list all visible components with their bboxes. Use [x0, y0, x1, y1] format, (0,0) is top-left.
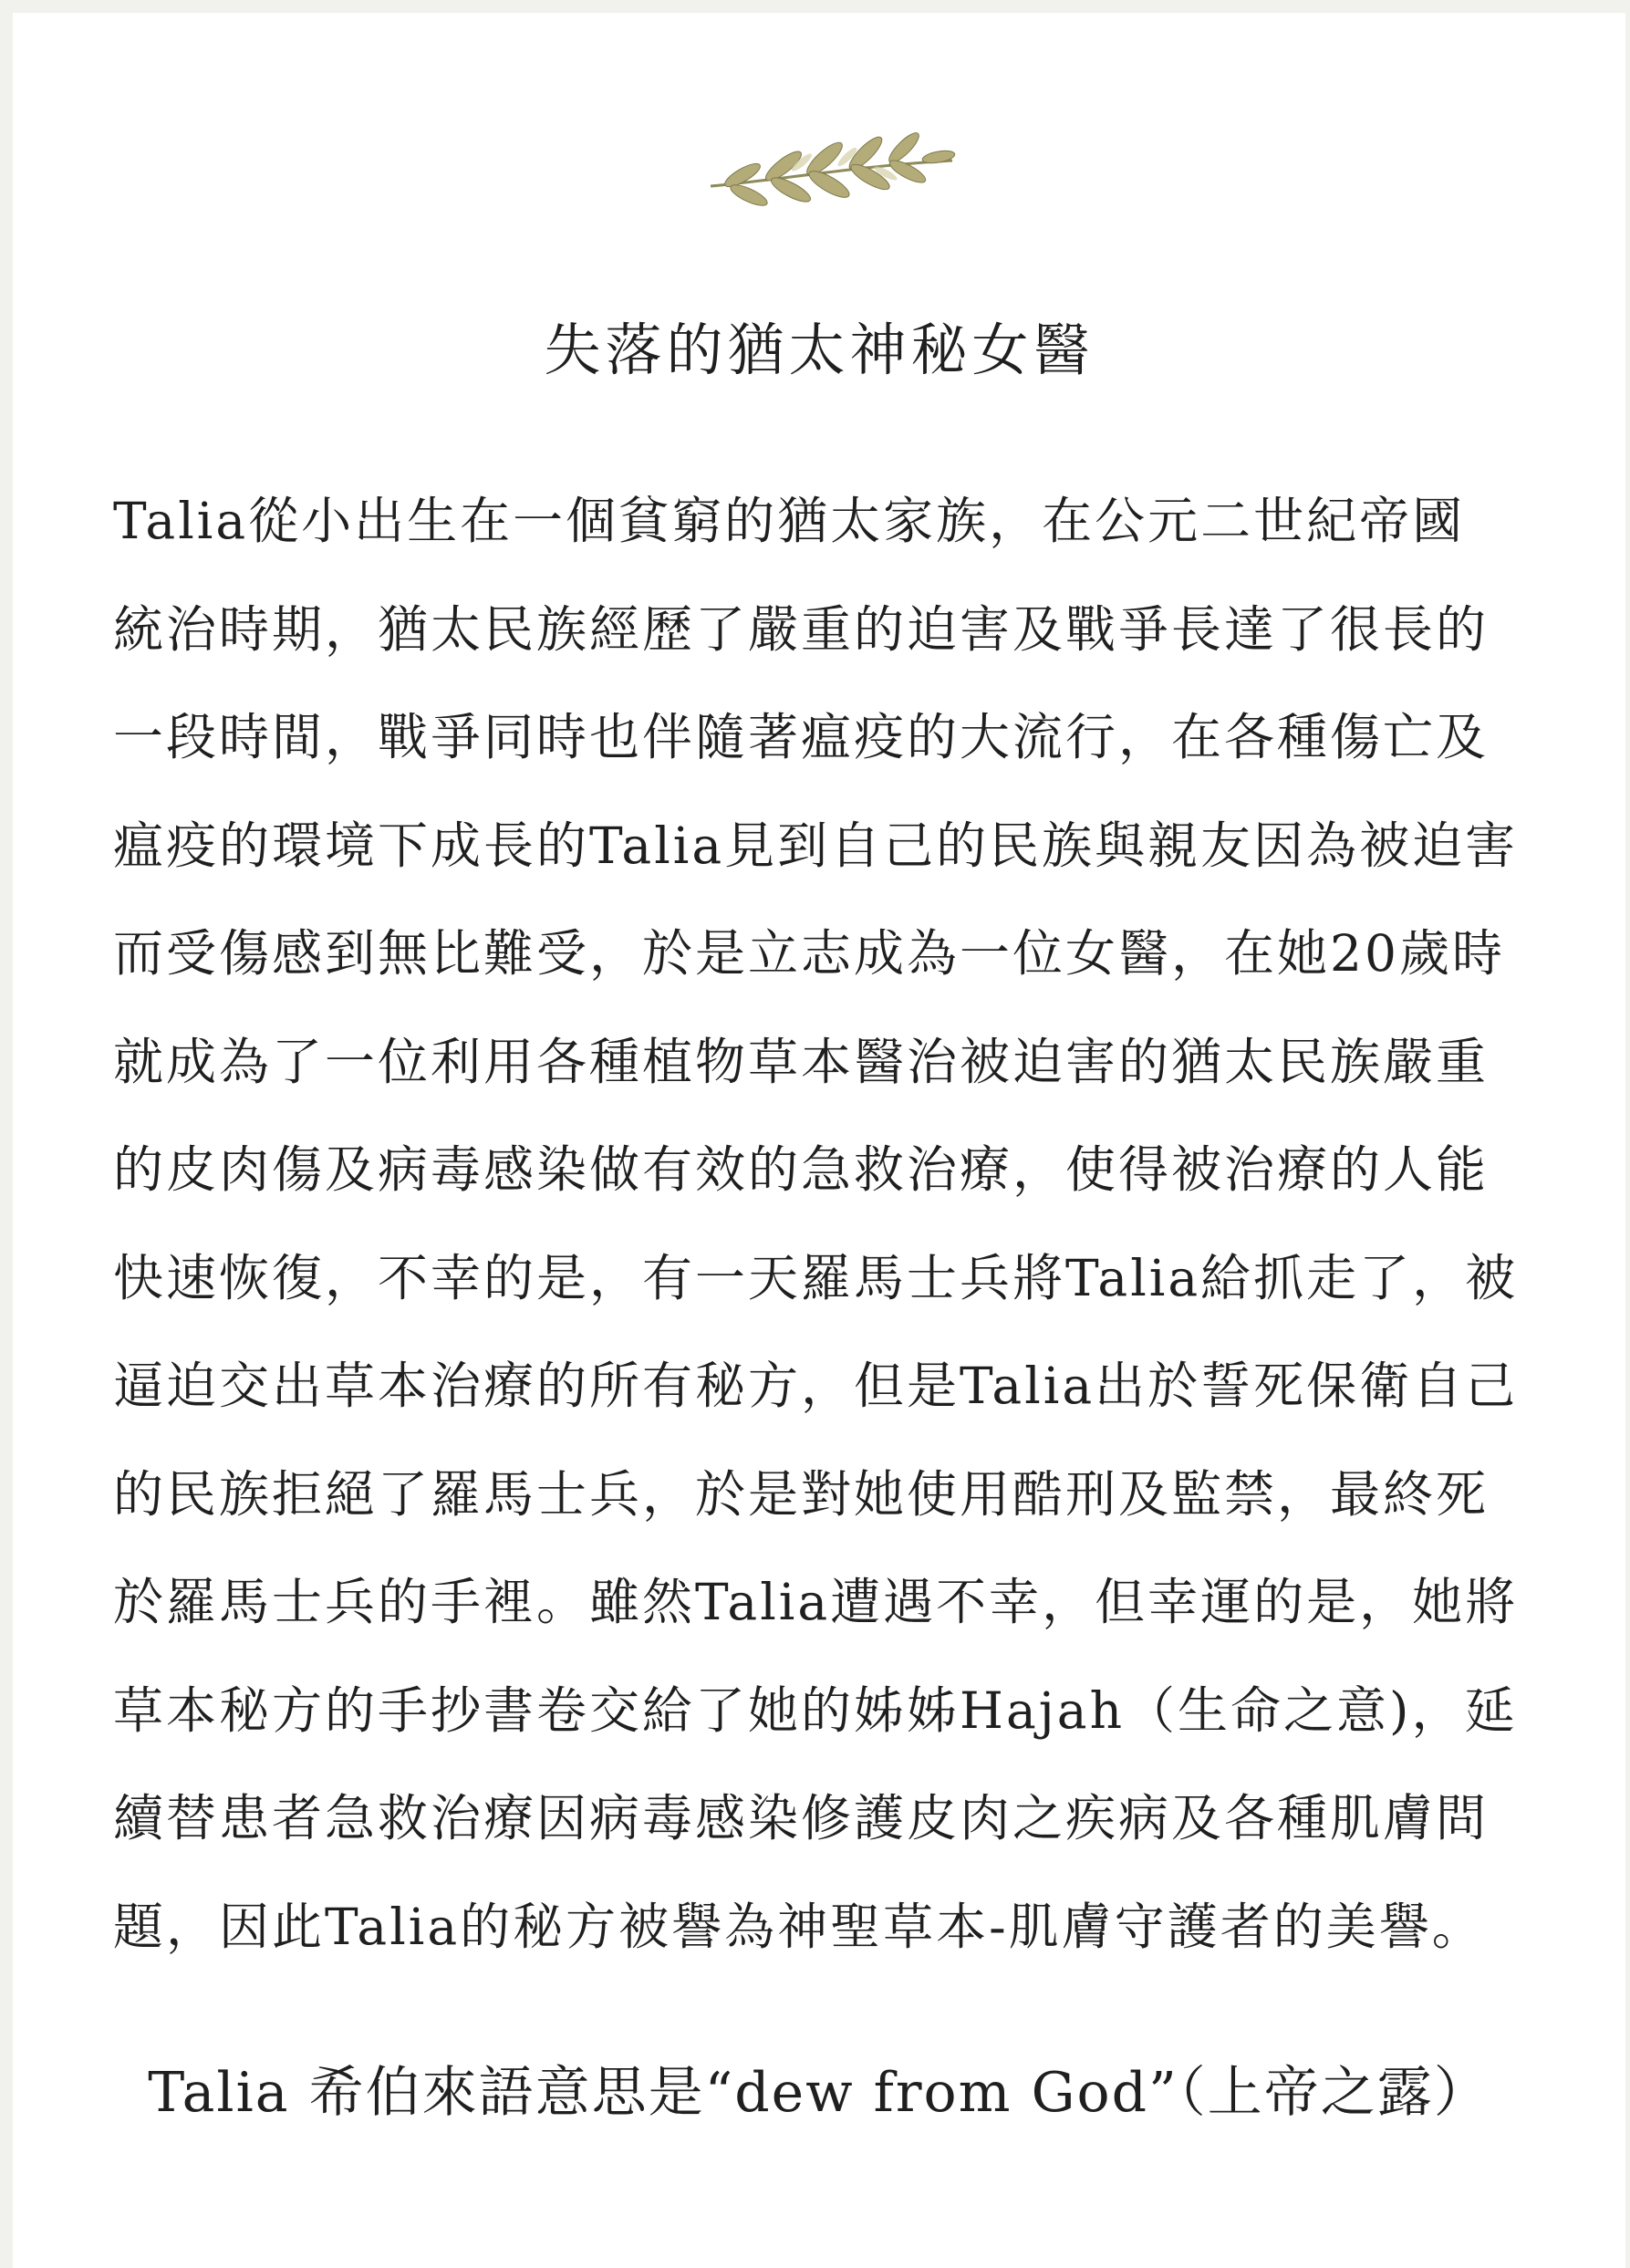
story-line: 草本秘方的手抄書卷交給了她的姊姊Hajah（生命之意)，延	[113, 1680, 1518, 1740]
olive-branch-icon	[692, 120, 966, 221]
story-line: 的皮肉傷及病毒感染做有效的急救治療，使得被治療的人能	[113, 1140, 1490, 1199]
story-line: Talia從小出生在一個貧窮的猶太家族，在公元二世紀帝國	[113, 492, 1466, 550]
story-line: 於羅馬士兵的手裡。雖然Talia遭遇不幸，但幸運的是，她將	[113, 1573, 1519, 1631]
story-line: 的民族拒絕了羅馬士兵，於是對她使用酷刑及監禁，最終死	[113, 1464, 1490, 1524]
page-title: 失落的猶太神秘女醫	[544, 317, 1095, 383]
story-line: 題，因此Talia的秘方被譽為神聖草本-肌膚守護者的美譽。	[113, 1897, 1485, 1956]
story-line: 逼迫交出草本治療的所有秘方，但是Talia出於誓死保衛自己	[113, 1357, 1519, 1415]
story-line: 續替患者急救治療因病毒感染修護皮肉之疾病及各種肌膚問	[113, 1789, 1490, 1847]
story-line: 快速恢復，不幸的是，有一天羅馬士兵將Talia給抓走了，被	[113, 1248, 1519, 1307]
story-paragraph	[113, 467, 1609, 1981]
story-line: 瘟疫的環境下成長的Talia見到自己的民族與親友因為被迫害	[113, 816, 1519, 875]
story-line: 一段時間，戰爭同時也伴隨著瘟疫的大流行，在各種傷亡及	[113, 708, 1490, 766]
story-line: 就成為了一位利用各種植物草本醫治被迫害的猶太民族嚴重	[113, 1032, 1490, 1091]
story-line: 而受傷感到無比難受，於是立志成為一位女醫，在她20歲時	[113, 924, 1505, 983]
story-card	[13, 13, 1625, 2268]
name-meaning: Talia 希伯來語意思是“dew from God”（上帝之露）	[148, 2061, 1490, 2125]
story-line: 統治時期，猶太民族經歷了嚴重的迫害及戰爭長達了很長的	[113, 599, 1490, 659]
